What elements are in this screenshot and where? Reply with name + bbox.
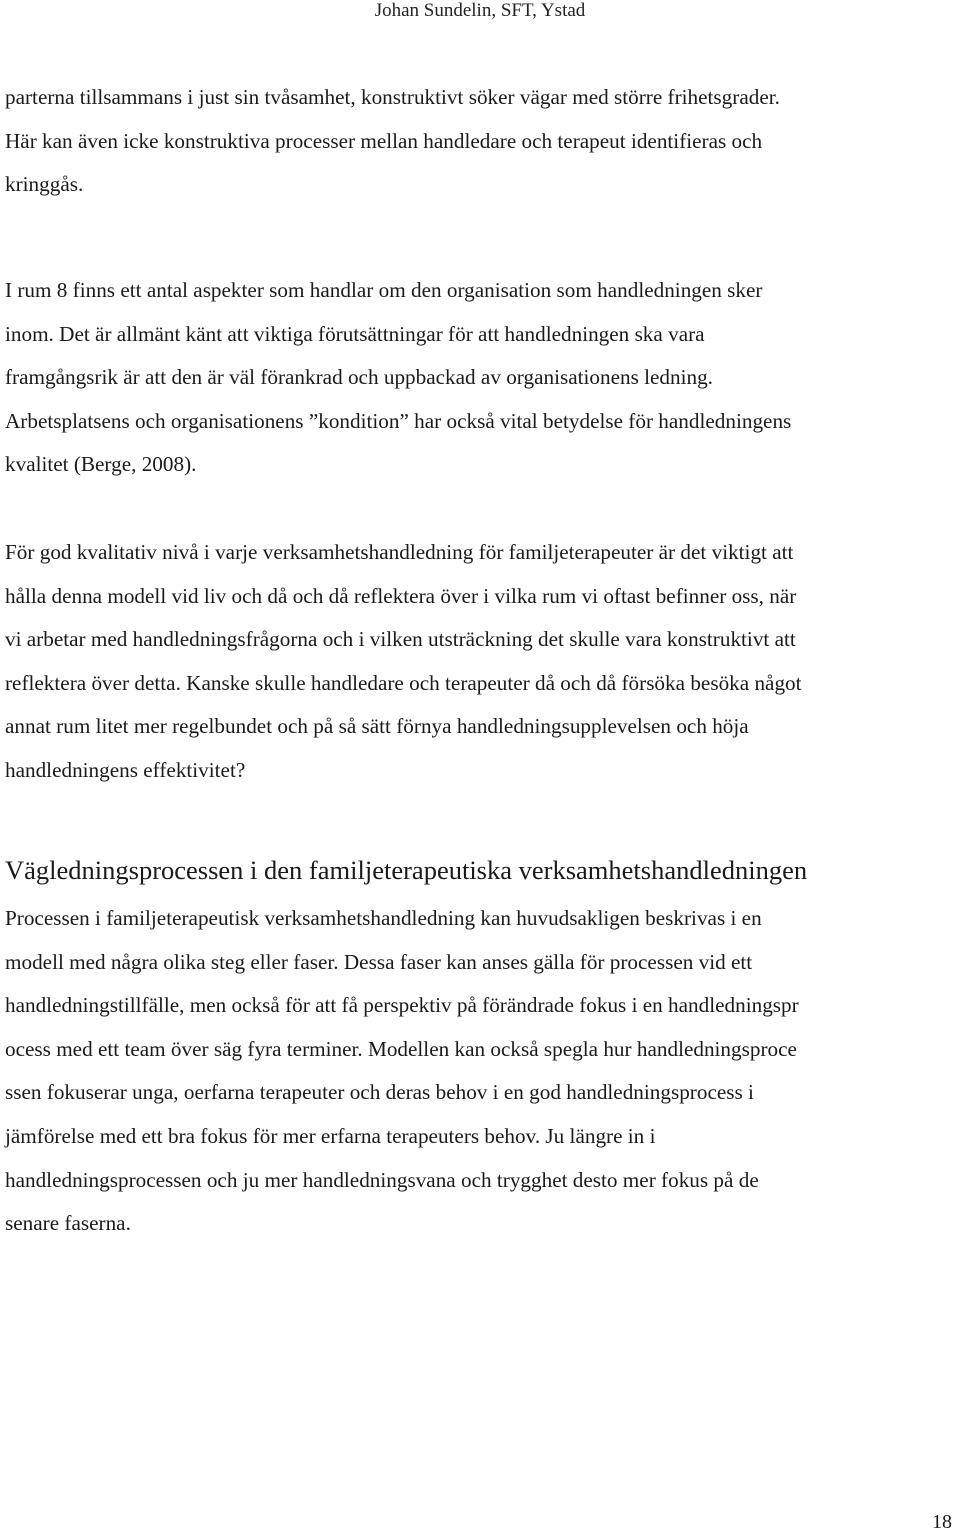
text-line: ocess med ett team över säg fyra terminer. Modellen kan också spegla hur handledningsproce — [5, 1036, 797, 1061]
text-line: Här kan även icke konstruktiva processer mellan handledare och terapeut identifieras och — [5, 128, 763, 153]
text-line: reflektera över detta. Kanske skulle handledare och terapeuter då och då försöka besöka något — [5, 670, 802, 695]
paragraph-3 — [5, 531, 955, 793]
text-line: handledningens effektivitet? — [5, 757, 246, 782]
text-line: ssen fokuserar unga, oerfarna terapeuter och deras behov i en god handledningsprocess i — [5, 1080, 754, 1105]
text-line: modell med några olika steg eller faser. Dessa faser kan anses gälla för processen vid ett — [5, 949, 753, 974]
page-header: Johan Sundelin, SFT, Ystad — [374, 0, 586, 21]
section-paragraph — [5, 897, 955, 1246]
section-heading: Vägledningsprocessen i den familjeterapeutiska verksamhetshandledningen — [5, 855, 808, 885]
text-line: hålla denna modell vid liv och då och då reflektera över i vilka rum vi oftast befinner oss, när — [5, 583, 797, 608]
text-line: annat rum litet mer regelbundet och på så sätt förnya handledningsupplevelsen och höja — [5, 714, 749, 739]
text-line: Arbetsplatsens och organisationens ”kondition” har också vital betydelse för handledningens — [5, 408, 792, 433]
text-line: parterna tillsammans i just sin tvåsamhet, konstruktivt söker vägar med större frihetsgrader. — [5, 85, 780, 109]
text-line: senare faserna. — [5, 1211, 131, 1236]
text-line: framgångsrik är att den är väl förankrad och uppbackad av organisationens ledning. — [5, 365, 713, 390]
paragraph-1 — [5, 76, 955, 207]
page-number: 18 — [932, 1511, 952, 1533]
text-line: I rum 8 finns ett antal aspekter som handlar om den organisation som handledningen sker — [5, 278, 763, 302]
text-line: handledningsprocessen och ju mer handledningsvana och trygghet desto mer fokus på de — [5, 1167, 759, 1192]
paragraph-2 — [5, 269, 955, 487]
text-line: jämförelse med ett bra fokus för mer erfarna terapeuters behov. Ju längre in i — [5, 1123, 656, 1148]
text-line: För god kvalitativ nivå i varje verksamhetshandledning för familjeterapeuter är det viktigt att — [5, 540, 794, 564]
text-line: kringgås. — [5, 172, 84, 197]
text-line: kvalitet (Berge, 2008). — [5, 452, 197, 477]
text-line: inom. Det är allmänt känt att viktiga förutsättningar för att handledningen ska vara — [5, 321, 705, 346]
text-line: Processen i familjeterapeutisk verksamhetshandledning kan huvudsakligen beskrivas i en — [5, 906, 762, 930]
text-line: vi arbetar med handledningsfrågorna och i vilken utsträckning det skulle vara konstruktivt att — [5, 627, 796, 652]
text-line: handledningstillfälle, men också för att få perspektiv på förändrade fokus i en handledningspr — [5, 993, 799, 1018]
